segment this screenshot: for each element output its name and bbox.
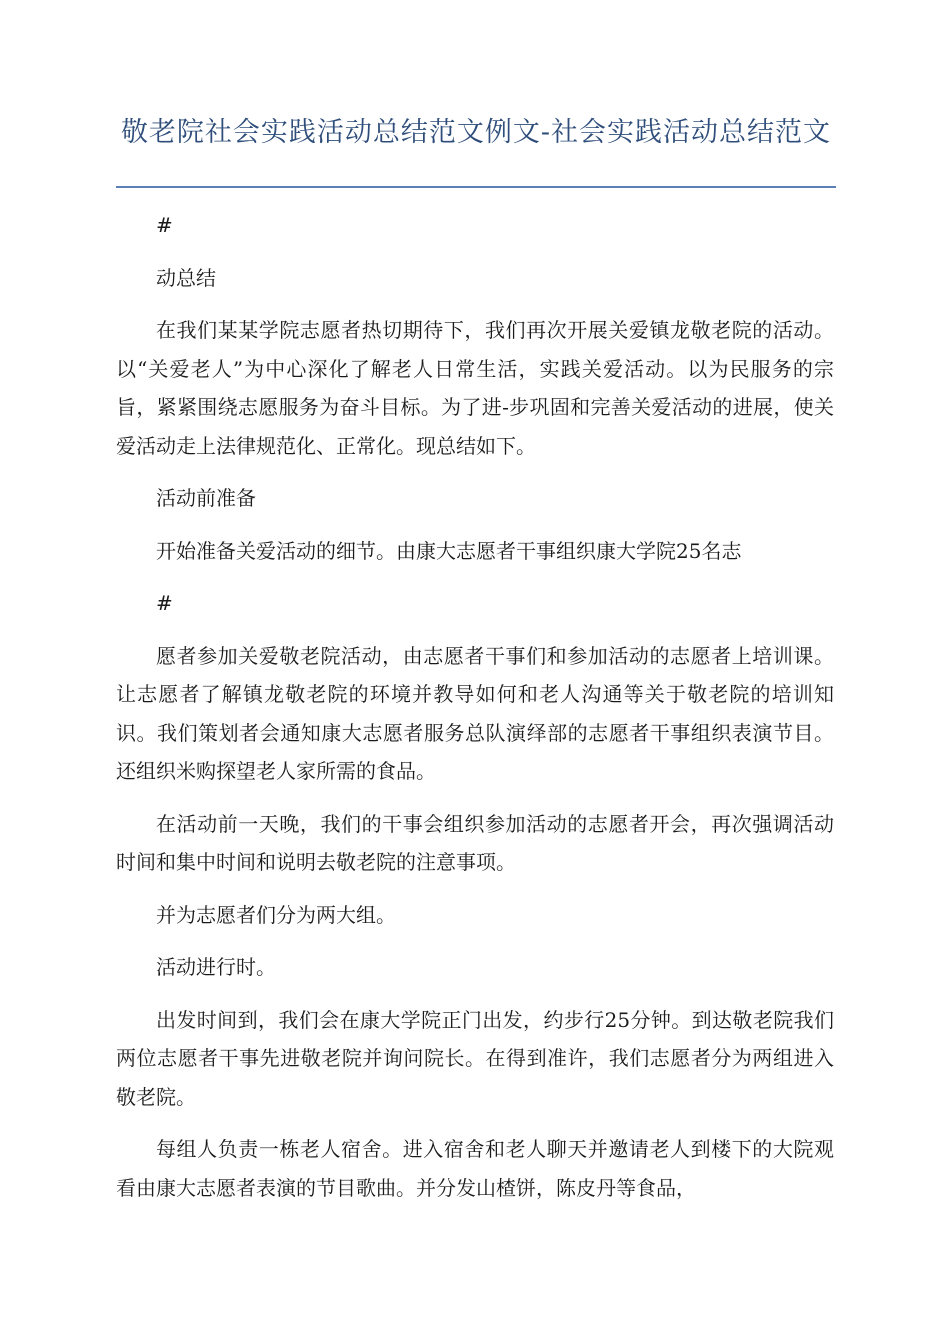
paragraph-heading: 活动前准备 <box>156 486 256 510</box>
paragraph: 在活动前一天晚，我们的干事会组织参加活动的志愿者开会，再次强调活动时间和集中时间和说明去敬老院的注意事项。 <box>116 811 834 874</box>
paragraph-heading: 动总结 <box>156 265 216 290</box>
paragraph: 出发时间到，我们会在康大学院正门出发，约步行25分钟。到达敬老院我们两位志愿者干事先进敬老院并询问院长。在得到准许，我们志愿者分为两组进入敬老院。 <box>116 1007 834 1109</box>
paragraph-heading: 活动进行时。 <box>156 955 276 979</box>
paragraph: 并为志愿者们分为两大组。 <box>156 902 396 927</box>
document-title: 敬老院社会实践活动总结范文例文-社会实践活动总结范文 <box>120 117 832 148</box>
title-underline <box>116 186 836 188</box>
paragraph: 在我们某某学院志愿者热切期待下，我们再次开展关爱镇龙敬老院的活动。以“关爱老人”为中心深化了解老人日常生活，实践关爱活动。以为民服务的宗旨，紧紧围绕志愿服务为奋斗目标。为了进-步巩固和完善关爱活动的进展，使关爱活动走上法律规范化、正常化。现总结如下。 <box>116 318 834 458</box>
paragraph-marker: # <box>156 591 173 615</box>
paragraph: 每组人负责一栋老人宿舍。进入宿舍和老人聊天并邀请老人到楼下的大院观看由康大志愿者表演的节目歌曲。并分发山楂饼，陈皮丹等食品， <box>116 1137 834 1200</box>
document-body <box>116 206 834 1221</box>
paragraph: 开始准备关爱活动的细节。由康大志愿者干事组织康大学院25名志 <box>156 538 742 563</box>
paragraph-marker: # <box>156 213 173 237</box>
paragraph: 愿者参加关爱敬老院活动，由志愿者干事们和参加活动的志愿者上培训课。让志愿者了解镇龙敬老院的环境并教导如何和老人沟通等关于敬老院的培训知识。我们策划者会通知康大志愿者服务总队演绎部的志愿者干事组织表演节目。还组织米购探望老人家所需的食品。 <box>116 643 834 783</box>
